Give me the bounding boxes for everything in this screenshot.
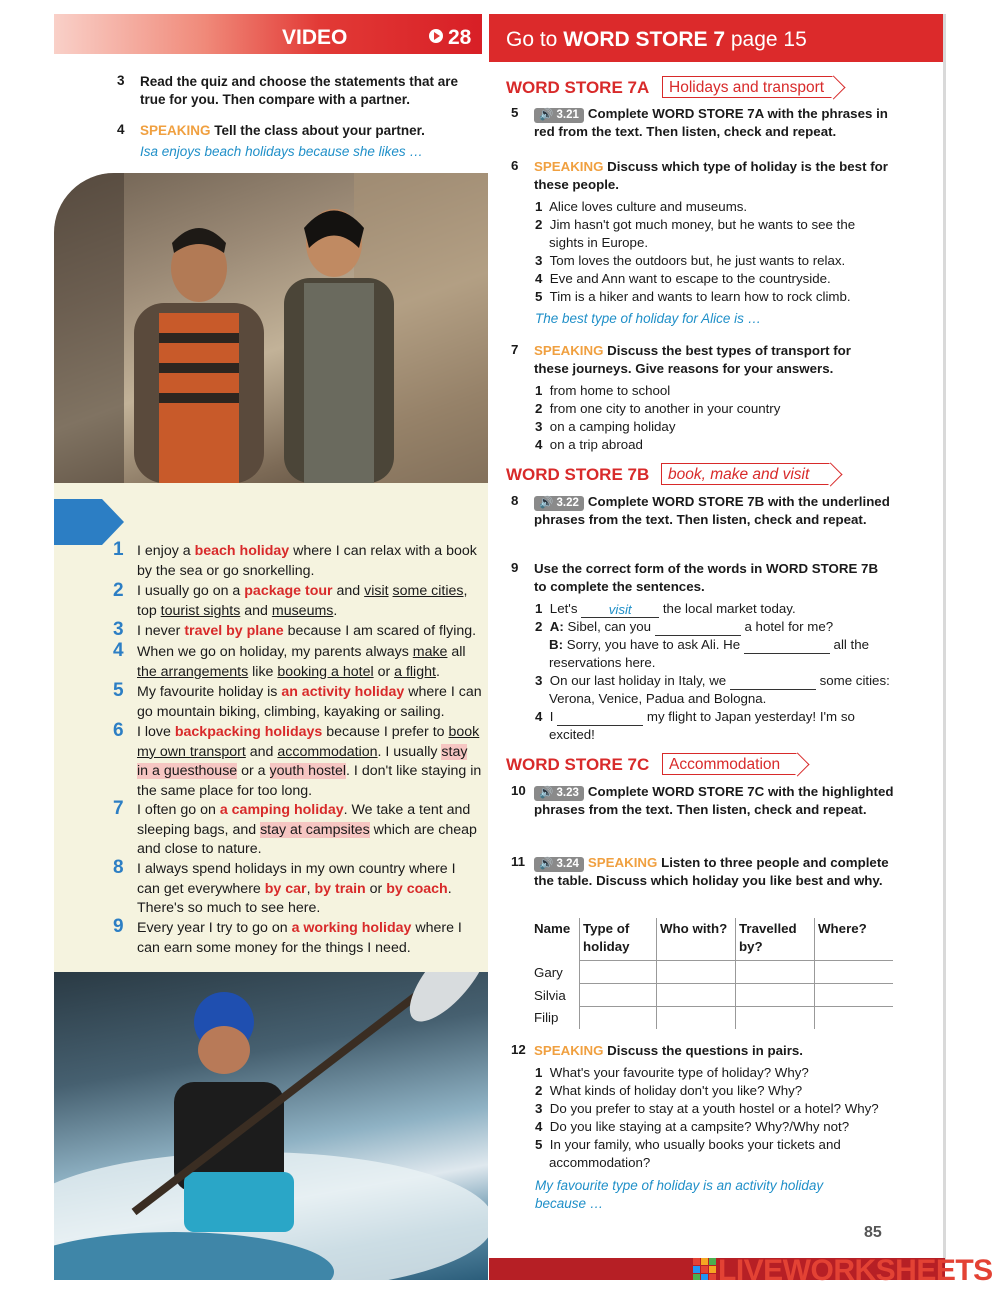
table-cell[interactable] [815,984,894,1007]
exercise-7-list [535,382,885,454]
quiz-number: 6 [113,720,124,741]
list-item: 5 Tim is a hiker and wants to learn how to rock climb. [535,289,851,304]
right-border [943,14,946,1264]
audio-icon: 🔊 3.23 [534,786,584,801]
table-cell[interactable] [736,961,815,984]
exercise-9-text: Use the correct form of the words in WORD STORE 7B to complete the sentences. [534,561,879,594]
table-row [531,1007,893,1030]
speaker-icon: 🔊 [539,787,554,799]
exercise-3-number: 3 [117,73,125,88]
exercise-6-number: 6 [511,158,519,173]
liveworksheets-watermark: LIVEWORKSHEETS [718,1254,993,1287]
answer-blank[interactable] [655,621,741,636]
video-number: 28 [448,26,472,49]
holiday-table [531,918,893,1029]
quiz-item-8: I always spend holidays in my own country where I can get everywhere by car, by train or by coach. There's so much to see here. [137,861,456,916]
sentence-2b: B: Sorry, you have to ask Ali. He all the reservations here. [549,637,870,670]
exercise-12-list [535,1064,895,1172]
video-label: VIDEO [282,26,348,49]
quiz-item-3: I never travel by plane because I am scared of flying. [137,623,477,639]
list-item: 3 Tom loves the outdoors but, he just wants to relax. [535,253,846,268]
exercise-6-text: SPEAKING Discuss which type of holiday is the best for these people. [534,159,888,192]
word-store-7b-title: WORD STORE 7B [506,465,650,484]
table-cell[interactable] [736,984,815,1007]
video-play-icon [428,28,444,44]
list-item: 2 What kinds of holiday don't you like? Why? [535,1083,803,1098]
table-row [531,984,893,1007]
table-cell[interactable] [657,984,736,1007]
quiz-number: 2 [113,580,124,601]
quiz-number: 4 [113,640,124,661]
sentence-4: 4 I my flight to Japan yesterday! I'm so excited! [535,709,855,742]
quiz-number: 7 [113,798,124,819]
row-name: Filip [534,1010,559,1026]
page-number: 85 [864,1224,882,1241]
column-header: Name [534,921,571,936]
word-store-7c-tag: Accommodation [662,753,798,775]
audio-icon: 🔊 3.21 [534,108,584,123]
list-item: 2 Jim hasn't got much money, but he wants to see the sights in Europe. [535,217,856,250]
list-item: 4 Eve and Ann want to escape to the countryside. [535,271,831,286]
table-cell[interactable] [736,1007,815,1030]
audio-icon: 🔊 3.24 [534,857,584,872]
list-item: 2 from one city to another in your country [535,401,781,416]
liveworksheets-logo-icon [693,1258,717,1280]
sentence-3: 3 On our last holiday in Italy, we some cities: Verona, Venice, Padua and Bologna. [535,673,890,706]
table-header-row [531,918,893,961]
exercise-12-example: My favourite type of holiday is an activity holiday because … [535,1178,824,1211]
quiz-item-9: Every year I try to go on a working holiday where I can earn some money for the things I need. [137,920,462,956]
exercise-5-text: 🔊 3.21 Complete WORD STORE 7A with the phrases in red from the text. Then listen, check and repeat. [534,106,888,139]
quiz-item-5: My favourite holiday is an activity holiday where I can go mountain biking, climbing, kayaking or sailing. [137,684,482,720]
quiz-item-2: I usually go on a package tour and visit some cities, top tourist sights and museums. [137,583,468,619]
exercise-8-text: 🔊 3.22 Complete WORD STORE 7B with the underlined phrases from the text. Then listen, check and repeat. [534,494,890,527]
exercise-9-number: 9 [511,560,519,575]
exercise-11-text: 🔊 3.24 SPEAKING Listen to three people and complete the table. Discuss which holiday you like best and why. [534,855,889,888]
list-item: 3 Do you prefer to stay at a youth hostel or a hotel? Why? [535,1101,879,1116]
column-header: Type of holiday [580,918,657,961]
row-name: Silvia [534,987,566,1003]
list-item: 3 on a camping holiday [535,419,676,434]
backpackers-illustration [54,173,488,483]
quiz-item-6: I love backpacking holidays because I prefer to book my own transport and accommodation. I usually stay in a guesthouse or a youth hostel. I don't like staying in the same place for too long. [137,724,482,799]
exercise-9-sentences [535,600,895,744]
list-item: 4 Do you like staying at a campsite? Why?/Why not? [535,1119,850,1134]
exercise-6-example: The best type of holiday for Alice is … [535,311,762,326]
row-name: Gary [534,964,563,980]
audio-icon: 🔊 3.22 [534,496,584,511]
table-cell[interactable] [580,984,657,1007]
table-cell[interactable] [657,961,736,984]
quiz-number: 1 [113,539,124,560]
table-cell[interactable] [815,1007,894,1030]
table-row [531,961,893,984]
word-store-7a-tag: Holidays and transport [662,76,834,98]
backpackers-photo [54,173,488,483]
exercise-12-text: SPEAKING Discuss the questions in pairs. [534,1043,803,1058]
exercise-11-number: 11 [511,854,526,869]
exercise-12-number: 12 [511,1042,526,1057]
exercise-10-text: 🔊 3.23 Complete WORD STORE 7C with the highlighted phrases from the text. Then listen, check and repeat. [534,784,894,817]
speaker-icon: 🔊 [539,858,554,870]
column-header: Where? [815,918,894,961]
table-cell[interactable] [580,1007,657,1030]
answer-blank[interactable] [557,711,643,726]
list-item: 5 In your family, who usually books your tickets and accommodation? [535,1137,841,1170]
table-cell[interactable] [657,1007,736,1030]
table-cell[interactable] [815,961,894,984]
word-store-7c-title: WORD STORE 7C [506,755,650,774]
exercise-4-example: Isa enjoys beach holidays because she likes … [140,144,423,159]
quiz-number: 5 [113,680,124,701]
quiz-item-1: I enjoy a beach holiday where I can relax with a book by the sea or go snorkelling. [137,543,477,579]
quiz-number: 3 [113,619,124,640]
quiz-number: 9 [113,916,124,937]
column-header: Who with? [657,918,736,961]
exercise-7-text: SPEAKING Discuss the best types of transport for these journeys. Give reasons for your answers. [534,343,851,376]
list-item: 1 What's your favourite type of holiday? Why? [535,1065,809,1080]
exercise-7-number: 7 [511,342,519,357]
sentence-1: 1 Let's visit the local market today. [535,601,796,617]
answer-blank[interactable] [730,675,816,690]
kayaker-illustration [54,972,488,1280]
quiz-item-7: I often go on a camping holiday. We take a tent and sleeping bags, and stay at campsites which are cheap and close to nature. [137,802,477,857]
speaker-icon: 🔊 [539,109,554,121]
exercise-3-text: Read the quiz and choose the statements that are true for you. Then compare with a partner. [140,74,459,107]
list-item: 1 from home to school [535,383,671,398]
exercise-10-number: 10 [511,783,526,798]
word-store-7b-tag: book, make and visit [661,463,831,485]
speaker-icon: 🔊 [539,497,554,509]
table-cell[interactable] [580,961,657,984]
video-header-bar [54,14,482,54]
list-item: 1 Alice loves culture and museums. [535,199,748,214]
sentence-2a: 2 A: Sibel, can you a hotel for me? [535,619,834,634]
quiz-number: 8 [113,857,124,878]
quiz-item-4: When we go on holiday, my parents always make all the arrangements like booking a hotel or a flight. [137,644,466,680]
list-item: 4 on a trip abroad [535,437,643,452]
exercise-8-number: 8 [511,493,519,508]
exercise-4-number: 4 [117,122,125,137]
column-header: Travelled by? [736,918,815,961]
exercise-4-text: SPEAKING Tell the class about your partner. [140,123,425,138]
exercise-6-list [535,198,885,306]
kayaking-photo [54,972,488,1280]
answer-blank[interactable] [744,639,830,654]
exercise-5-number: 5 [511,105,519,120]
word-store-7a-title: WORD STORE 7A [506,78,650,97]
word-store-header: Go to WORD STORE 7 page 15 [506,28,807,51]
answer-blank: visit [581,603,659,618]
